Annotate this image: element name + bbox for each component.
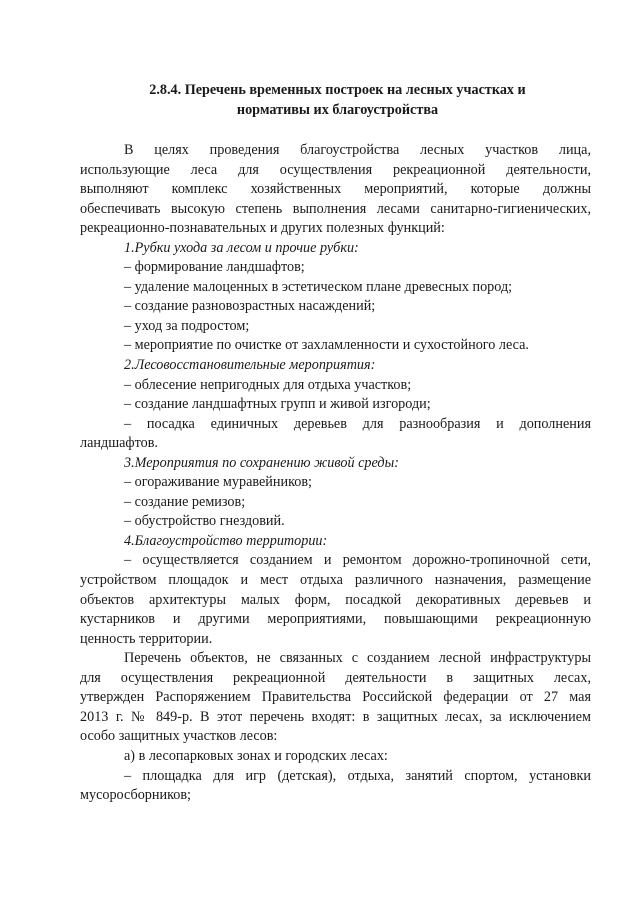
paragraph-objects-line: Перечень объектов, не связанных с созданием лесной инфраструктуры (124, 650, 591, 667)
document-body (80, 141, 591, 806)
section-title (80, 80, 595, 120)
list-item: – удаление малоценных в эстетическом плане древесных пород; (124, 278, 513, 295)
paragraph-intro-line: использующие леса для осуществления рекреационной деятельности, (80, 161, 591, 178)
section-title-line-2: нормативы их благоустройства (236, 102, 439, 118)
paragraph-intro-line: рекреационно-познавательных и других полезных функций: (80, 220, 445, 237)
list-item: – создание ремизов; (124, 493, 246, 510)
list-item-continuation: ландшафтов. (80, 435, 158, 452)
list-item: – облесение непригодных для отдыха участков; (124, 376, 412, 393)
paragraph-intro-line: выполняют комплекс хозяйственных мероприятий, которые должны (80, 181, 591, 198)
list-heading-reforestation: 2.Лесовосстановительные мероприятия: (124, 357, 376, 374)
list-heading-improvement: 4.Благоустройство территории: (124, 532, 328, 549)
list-item: – создание разновозрастных насаждений; (124, 298, 376, 315)
list-item: – площадка для игр (детская), отдыха, занятий спортом, установки (124, 767, 591, 784)
list-item: – посадка единичных деревьев для разнообразия и дополнения (124, 415, 591, 432)
paragraph-intro-line: обеспечивать высокую степень выполнения лесами санитарно-гигиенических, (80, 200, 591, 217)
list-item-continuation: объектов архитектуры малых форм, посадкой декоративных деревьев и (80, 591, 591, 608)
list-item-continuation: ценность территории. (80, 630, 213, 647)
sublist-heading-forest-parks: а) в лесопарковых зонах и городских лесах: (124, 747, 388, 764)
paragraph-objects-line: утвержден Распоряжением Правительства Российской федерации от 27 мая (80, 689, 591, 706)
paragraph-objects-line: 2013 г. № 849-р. В этот перечень входят: в защитных лесах, за исключением (80, 708, 591, 725)
list-item: – огораживание муравейников; (124, 474, 312, 491)
list-heading-thinning: 1.Рубки ухода за лесом и прочие рубки: (124, 239, 359, 256)
paragraph-intro-line: В целях проведения благоустройства лесных участков лица, (124, 142, 591, 158)
list-item: – мероприятие по очистке от захламленности и сухостойного леса. (124, 337, 529, 354)
paragraph-objects-line: для осуществления рекреационной деятельности в защитных лесах, (80, 669, 591, 686)
list-item: – осуществляется созданием и ремонтом дорожно-тропиночной сети, (124, 552, 591, 569)
section-title-line-1: 2.8.4. Перечень временных построек на лесных участках и (149, 82, 526, 98)
list-heading-habitat: 3.Мероприятия по сохранению живой среды: (124, 454, 399, 471)
list-item-continuation: кустарников и другими мероприятиями, повышающими рекреационную (80, 611, 591, 628)
paragraph-objects-line: особо защитных участков лесов: (80, 728, 278, 745)
list-item-continuation: мусоросборников; (80, 787, 191, 804)
list-item: – создание ландшафтных групп и живой изгороди; (124, 396, 431, 413)
list-item: – формирование ландшафтов; (124, 259, 305, 276)
list-item: – уход за подростом; (124, 317, 250, 334)
list-item-continuation: устройством площадок и мест отдыха различного назначения, размещение (80, 572, 591, 589)
list-item: – обустройство гнездовий. (124, 513, 285, 530)
